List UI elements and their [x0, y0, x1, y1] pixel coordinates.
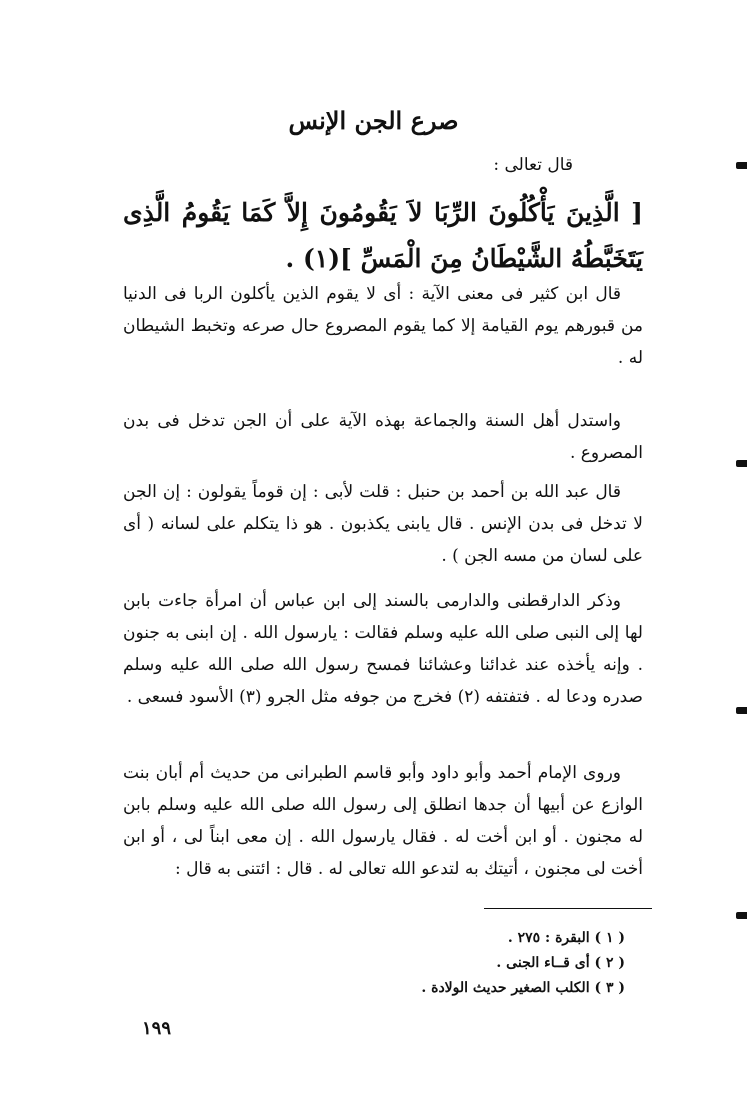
paragraph-ahl-sunnah: واستدل أهل السنة والجماعة بهذه الآية على أن الجن تدخل فى بدن المصروع . [123, 411, 643, 463]
scan-margin-mark [736, 707, 747, 714]
paragraph-daraqutni: وذكر الدارقطنى والدارمى بالسند إلى ابن عباس أن امرأة جاءت بابن لها إلى النبى صلى الله عليه وسلم فقالت : يارسول الله . إن ابنى به جنون . وإنه يأخذه عند غدائنا وعشائنا فمسح رسول الله صلى الله عليه وسلم صدره ودعا له . فتفتفه (٢) فخرج من جوفه مثل الجرو (٣) الأسود فسعى . [123, 591, 643, 707]
scan-margin-mark [736, 912, 747, 919]
footnote-3: ( ٣ ) الكلب الصغير حديث الولادة . [421, 980, 625, 996]
footnote-divider [484, 908, 652, 909]
scan-margin-mark [736, 162, 747, 169]
scan-margin-mark [736, 460, 747, 467]
page-number: ١٩٩ [142, 1018, 172, 1039]
page-title: صرع الجن الإنس [288, 106, 459, 135]
footnote-1: ( ١ ) البقرة : ٢٧٥ . [507, 930, 625, 946]
paragraph-abdullah-ibn-hanbal: قال عبد الله بن أحمد بن حنبل : قلت لأبى : إن قوماً يقولون : إن الجن لا تدخل فى بدن الإنس . قال يابنى يكذبون . هو ذا يتكلم على لسانه ( أى على لسان من مسه الجن ) . [123, 482, 643, 566]
footnotes [150, 926, 625, 1001]
footnote-2: ( ٢ ) أى قــاء الجنى . [496, 955, 625, 971]
paragraph-ibn-kathir: قال ابن كثير فى معنى الآية : أى لا يقوم الذين يأكلون الربا فى الدنيا من قبورهم يوم القيامة إلا كما يقوم المصروع حال صرعه وتخبط الشيطان له . [123, 284, 643, 368]
quran-verse: [ الَّذِينَ يَأْكُلُونَ الرِّبَا لاَ يَقُومُونَ إِلاَّ كَمَا يَقُومُ الَّذِى يَتَخَبَّطُهُ الشَّيْطَانُ مِنَ الْمَسِّ ](١) . [123, 198, 643, 273]
intro-line: قال تعالى : [493, 155, 573, 175]
paragraph-imam-ahmad: وروى الإمام أحمد وأبو داود وأبو قاسم الطبرانى من حديث أم أبان بنت الوازع عن أبيها أن جدها انطلق إلى رسول الله صلى الله عليه وسلم بابن له مجنون . أو ابن أخت له . فقال يارسول الله . إن معى ابناً لى ، أو ابن أخت لى مجنون ، أتيتك به لتدعو الله تعالى له . قال : ائتنى به قال : [123, 763, 643, 879]
